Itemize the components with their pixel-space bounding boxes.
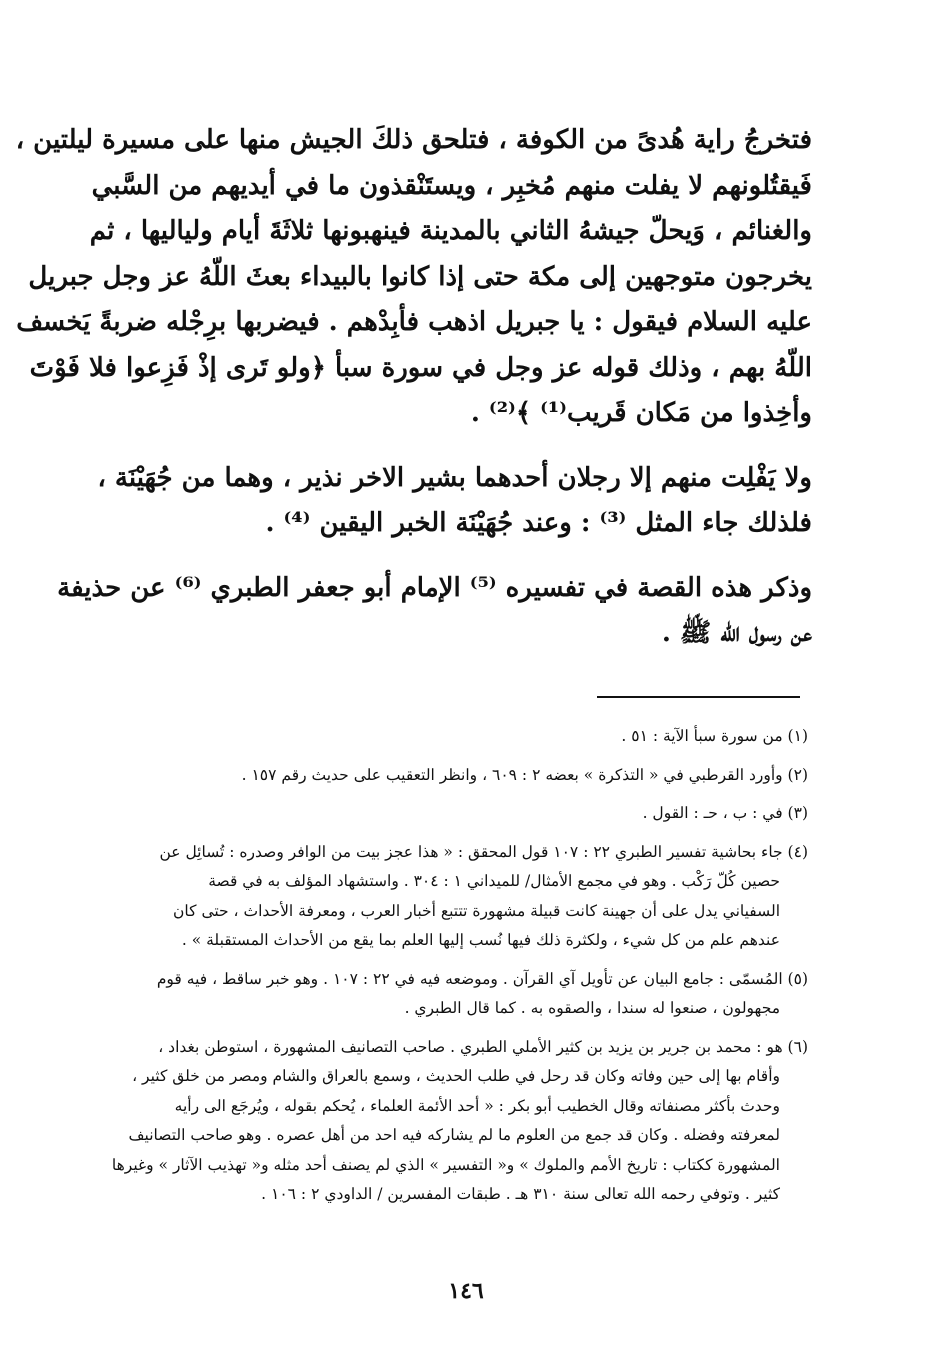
- text-line: اللّهُ بهم ، وذلك قوله عز وجل في سورة سبأ ﴿ولو تَرى إذْ فَزِعوا فلا فَوْتَ: [29, 352, 812, 383]
- footnote-line: (١) من سورة سبأ الآية : ٥١ .: [621, 727, 808, 745]
- footnote-line: السفياني يدل على أن جهينة كانت قبيلة مشهورة تتتبع أخبار العرب ، ومعرفة الأحداث ، حتى كان: [173, 901, 780, 920]
- footnote-line: كثير . وتوفي رحمه الله تعالى سنة ٣١٠ هـ . طبقات المفسرين / الداودي ٢ : ١٠٦ .: [261, 1185, 780, 1203]
- footnote-line: (٣) في : ب ، حـ : القول .: [642, 804, 808, 822]
- text-line: فلذلك جاء المثل ⁽³⁾ : وعند جُهَيْنَة الخبر اليقين ⁽⁴⁾ .: [265, 508, 812, 538]
- footnote-1: [118, 722, 808, 752]
- text-line: فَيقتُلونهم لا يفلت منهم مُخبِر ، ويستَنْقذون ما في أيديهم من السَّبي: [91, 170, 812, 201]
- paragraph-3: [57, 566, 812, 657]
- paragraph-1: [15, 118, 812, 437]
- page-number: ١٤٦: [448, 1278, 484, 1304]
- text-line: فتخرجُ راية هُدىً من الكوفة ، فتلحق ذلكَ الجيش منها على مسيرة ليلتين ،: [15, 125, 812, 155]
- footnote-4: [118, 838, 808, 956]
- footnote-6: [111, 1033, 808, 1210]
- text-line: عن رسول الله ﷺ .: [661, 618, 812, 648]
- footnote-line: لمعرفته وفضله . وكان قد جمع من العلوم ما لم يشاركه فيه احد من أهل عصره . وهو صاحب التصانيف: [128, 1126, 780, 1144]
- footnote-line: (٤) جاء بحاشية تفسير الطبري ٢٢ : ١٠٧ قول المحقق : « هذا عجز بيت من الوافر وصدره : تُسائِل عن: [159, 842, 808, 861]
- text-line: يخرجون متوجهين إلى مكة حتى إذا كانوا بالبيداء بعثَ اللّهُ عز وجل جبريل: [28, 261, 812, 292]
- footnote-line: (٦) هو : محمد بن جرير بن يزيد بن كثير الأملي الطبري . صاحب التصانيف المشهورة ، استوطن بغداد ،: [158, 1037, 808, 1056]
- footnote-line: وحدث بأكثر مصنفاته وقال الخطيب أبو بكر : « أحد الأئمة العلماء ، يُحكم بقوله ، ويُرجَع الى رأيه: [174, 1096, 780, 1115]
- text-line: وأخِذوا من مَكان قَريب⁽¹⁾ ﴾⁽²⁾ .: [470, 398, 812, 428]
- paragraph-2: [97, 456, 812, 547]
- footnote-line: (٥) المُسمّى : جامع البيان عن تأويل آي القرآن . وموضعه فيه في ٢٢ : ١٠٧ . وهو خبر ساقط ، فيه قوم: [156, 969, 808, 988]
- text-line: عليه السلام فيقول : يا جبريل اذهب فأبِدْهم . فيضربها برِجْله ضربةً يَخسف: [16, 307, 812, 337]
- footnote-divider: [597, 696, 800, 698]
- footnote-line: (٢) وأورد القرطبي في « التذكرة » بعضه ٢ : ٦٠٩ ، وانظر التعقيب على حديث رقم ١٥٧ .: [241, 765, 808, 784]
- footnote-line: المشهورة ككتاب : تاريخ الأمم والملوك » و« التفسير » الذي لم يصنف أحد مثله و« تهذيب الآثار » وغيرها: [111, 1155, 780, 1174]
- footnote-3: [118, 799, 808, 829]
- text-line: والغنائم ، وَيحلّ جيشهُ الثاني بالمدينة فينهبونها ثلاثَةَ أيام ولياليها ، ثم: [89, 216, 812, 246]
- footnote-line: مجهولون ، صنعوا له سندا ، والصقوه به . كما قال الطبري .: [404, 999, 780, 1017]
- footnote-line: وأقام بها إلى حين وفاته وكان قد رحل في طلب الحديث ، وسمع بالعراق والشام ومصر من خلق كثير ،: [132, 1067, 780, 1085]
- footnote-2: [118, 761, 808, 791]
- footnote-5: [118, 965, 808, 1024]
- footnote-line: عندهم علم من كل شيء ، ولكثرة ذلك فيها نُسب إليها العلم بما يقع من الأحداث المستقبلة » .: [181, 931, 780, 949]
- footnote-line: حصين كُلّ رَكْب . وهو في مجمع الأمثال/ للميداني ١ : ٣٠٤ . واستشهاد المؤلف به في قصة: [208, 872, 780, 890]
- text-line: ولا يَفْلِت منهم إلا رجلان أحدهما بشير الاخر نذير ، وهما من جُهَيْنَة ،: [97, 462, 812, 493]
- main-text: [15, 118, 812, 676]
- text-line: وذكر هذه القصة في تفسيره ⁽⁵⁾ الإمام أبو جعفر الطبري ⁽⁶⁾ عن حذيفة: [57, 572, 812, 603]
- footnotes: [111, 722, 808, 1219]
